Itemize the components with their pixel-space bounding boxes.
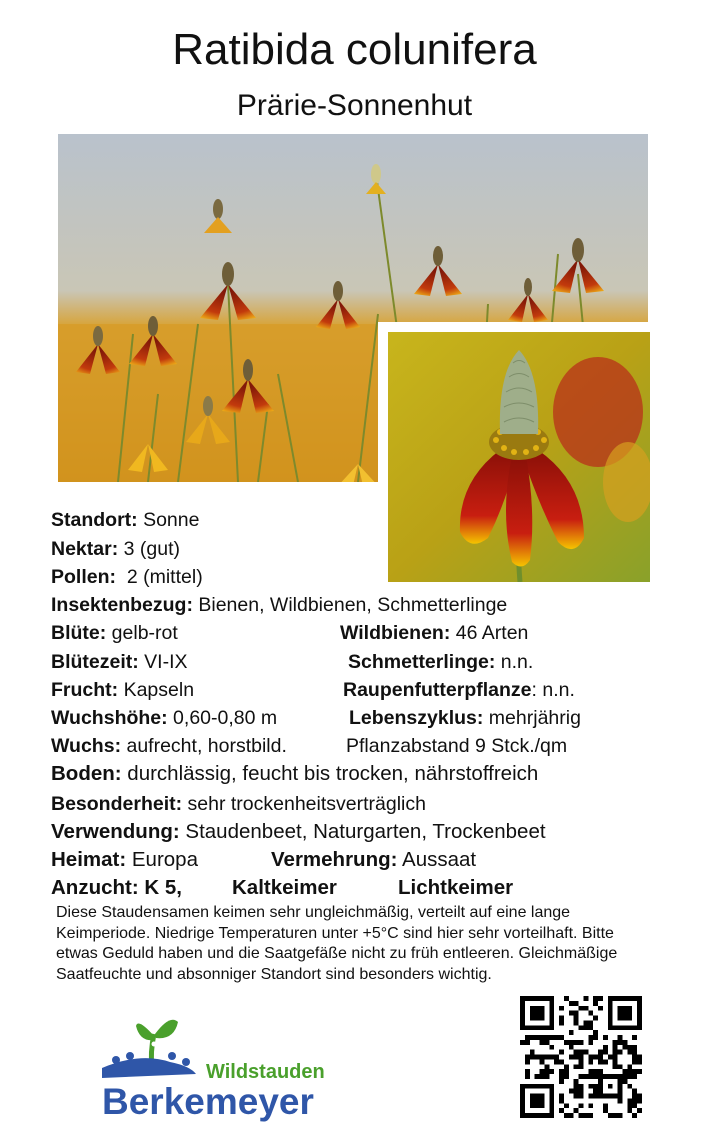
wuchshoehe-row: Wuchshöhe: 0,60-0,80 m (51, 707, 278, 729)
svg-text:Wildstauden: Wildstauden (206, 1061, 325, 1083)
plant-latin-name: Ratibida colunifera (172, 25, 537, 74)
standort-row: Standort: Sonne (51, 509, 200, 531)
flower-closeup-photo (378, 322, 660, 592)
qr-code[interactable] (520, 996, 642, 1118)
insektenbezug-row: Insektenbezug: Bienen, Wildbienen, Schmetterlinge (51, 594, 508, 616)
verwendung-row: Verwendung: Staudenbeet, Naturgarten, Trockenbeet (51, 820, 546, 843)
schmetterlinge-row: Schmetterlinge: n.n. (348, 651, 534, 673)
heimat-row: Heimat: Europa (51, 848, 198, 871)
berkemeyer-logo (100, 1012, 360, 1122)
germination-note: Diese Staudensamen keimen sehr ungleichmäßig, verteilt auf eine lange Keimperiode. Niedrige Temperaturen unter +5°C sind hier sehr vorteilhaft. Bitte etwas Geduld haben und die Saatgefäße nicht zu früh entleeren. Gleichmäßige Saatfeuchte und absonniger Standort sind besonders wichtig. (56, 904, 618, 983)
plant-common-name: Prärie-Sonnenhut (236, 89, 473, 122)
anzucht-row: Anzucht: K 5, (51, 876, 182, 899)
raupenfutterpflanze-row: Raupenfutterpflanze: n.n. (343, 679, 575, 701)
vermehrung-row: Vermehrung: Aussaat (271, 848, 477, 871)
bluete-row: Blüte: gelb-rot (51, 622, 178, 644)
svg-text:Berkemeyer: Berkemeyer (102, 1081, 314, 1122)
pflanzabstand-row: Pflanzabstand 9 Stck./qm (346, 735, 568, 757)
lichtkeimer-label: Lichtkeimer (398, 876, 514, 899)
lebenszyklus-row: Lebenszyklus: mehrjährig (349, 707, 581, 729)
wuchs-row: Wuchs: aufrecht, horstbild. (51, 735, 287, 757)
kaltkeimer-label: Kaltkeimer (232, 876, 337, 899)
wildbienen-row: Wildbienen: 46 Arten (340, 622, 529, 644)
nektar-row: Nektar: 3 (gut) (51, 538, 180, 560)
boden-row: Boden: durchlässig, feucht bis trocken, nährstoffreich (51, 762, 539, 785)
frucht-row: Frucht: Kapseln (51, 679, 195, 701)
besonderheit-row: Besonderheit: sehr trockenheitsverträglich (51, 793, 426, 815)
bluetezeit-row: Blütezeit: VI-IX (51, 651, 188, 673)
pollen-row: Pollen: 2 (mittel) (51, 566, 203, 588)
